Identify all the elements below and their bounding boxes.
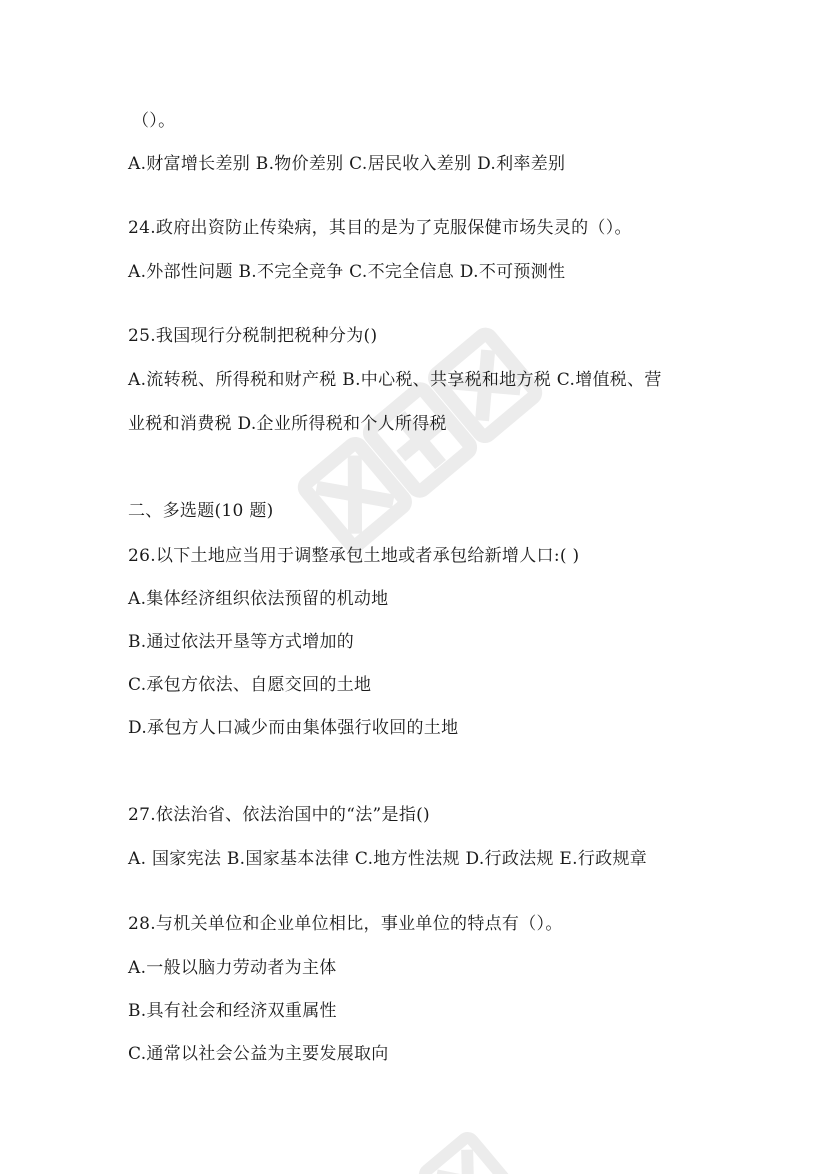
question-26-option-b: B.通过依法开垦等方式增加的 [128, 632, 355, 652]
question-26-option-d: D.承包方人口减少而由集体强行收回的土地 [128, 718, 459, 738]
question-25-options-line1: A.流转税、所得税和财产税 B.中心税、共享税和地方税 C.增值税、营 [128, 370, 662, 390]
question-27-stem: 27.依法治省、依法治国中的“法”是指() [128, 805, 430, 825]
question-28-option-a: A.一般以脑力劳动者为主体 [128, 958, 337, 978]
section-heading: 二、多选题(10 题) [128, 501, 274, 521]
question-28-option-b: B.具有社会和经济双重属性 [128, 1001, 337, 1021]
question-23-options: A.财富增长差别 B.物价差别 C.居民收入差别 D.利率差别 [128, 154, 566, 174]
question-28-stem: 28.与机关单位和企业单位相比，事业单位的特点有（）。 [128, 914, 563, 934]
question-26-option-a: A.集体经济组织依法预留的机动地 [128, 589, 389, 609]
question-26-option-c: C.承包方依法、自愿交回的土地 [128, 675, 372, 695]
question-24-stem: 24.政府出资防止传染病，其目的是为了克服保健市场失灵的（）。 [128, 218, 632, 238]
question-25-stem: 25.我国现行分税制把税种分为() [128, 326, 378, 346]
question-27-options: A. 国家宪法 B.国家基本法律 C.地方性法规 D.行政法规 E.行政规章 [128, 849, 648, 869]
question-28-option-c: C.通常以社会公益为主要发展取向 [128, 1044, 389, 1064]
question-23-stem-end: （）。 [132, 111, 176, 131]
question-25-options-line2: 业税和消费税 D.企业所得税和个人所得税 [128, 414, 447, 434]
watermark-logo-partial [400, 1085, 560, 1174]
question-26-stem: 26.以下土地应当用于调整承包土地或者承包给新增人口:( ) [128, 546, 580, 566]
question-24-options: A.外部性问题 B.不完全竞争 C.不完全信息 D.不可预测性 [128, 262, 566, 282]
